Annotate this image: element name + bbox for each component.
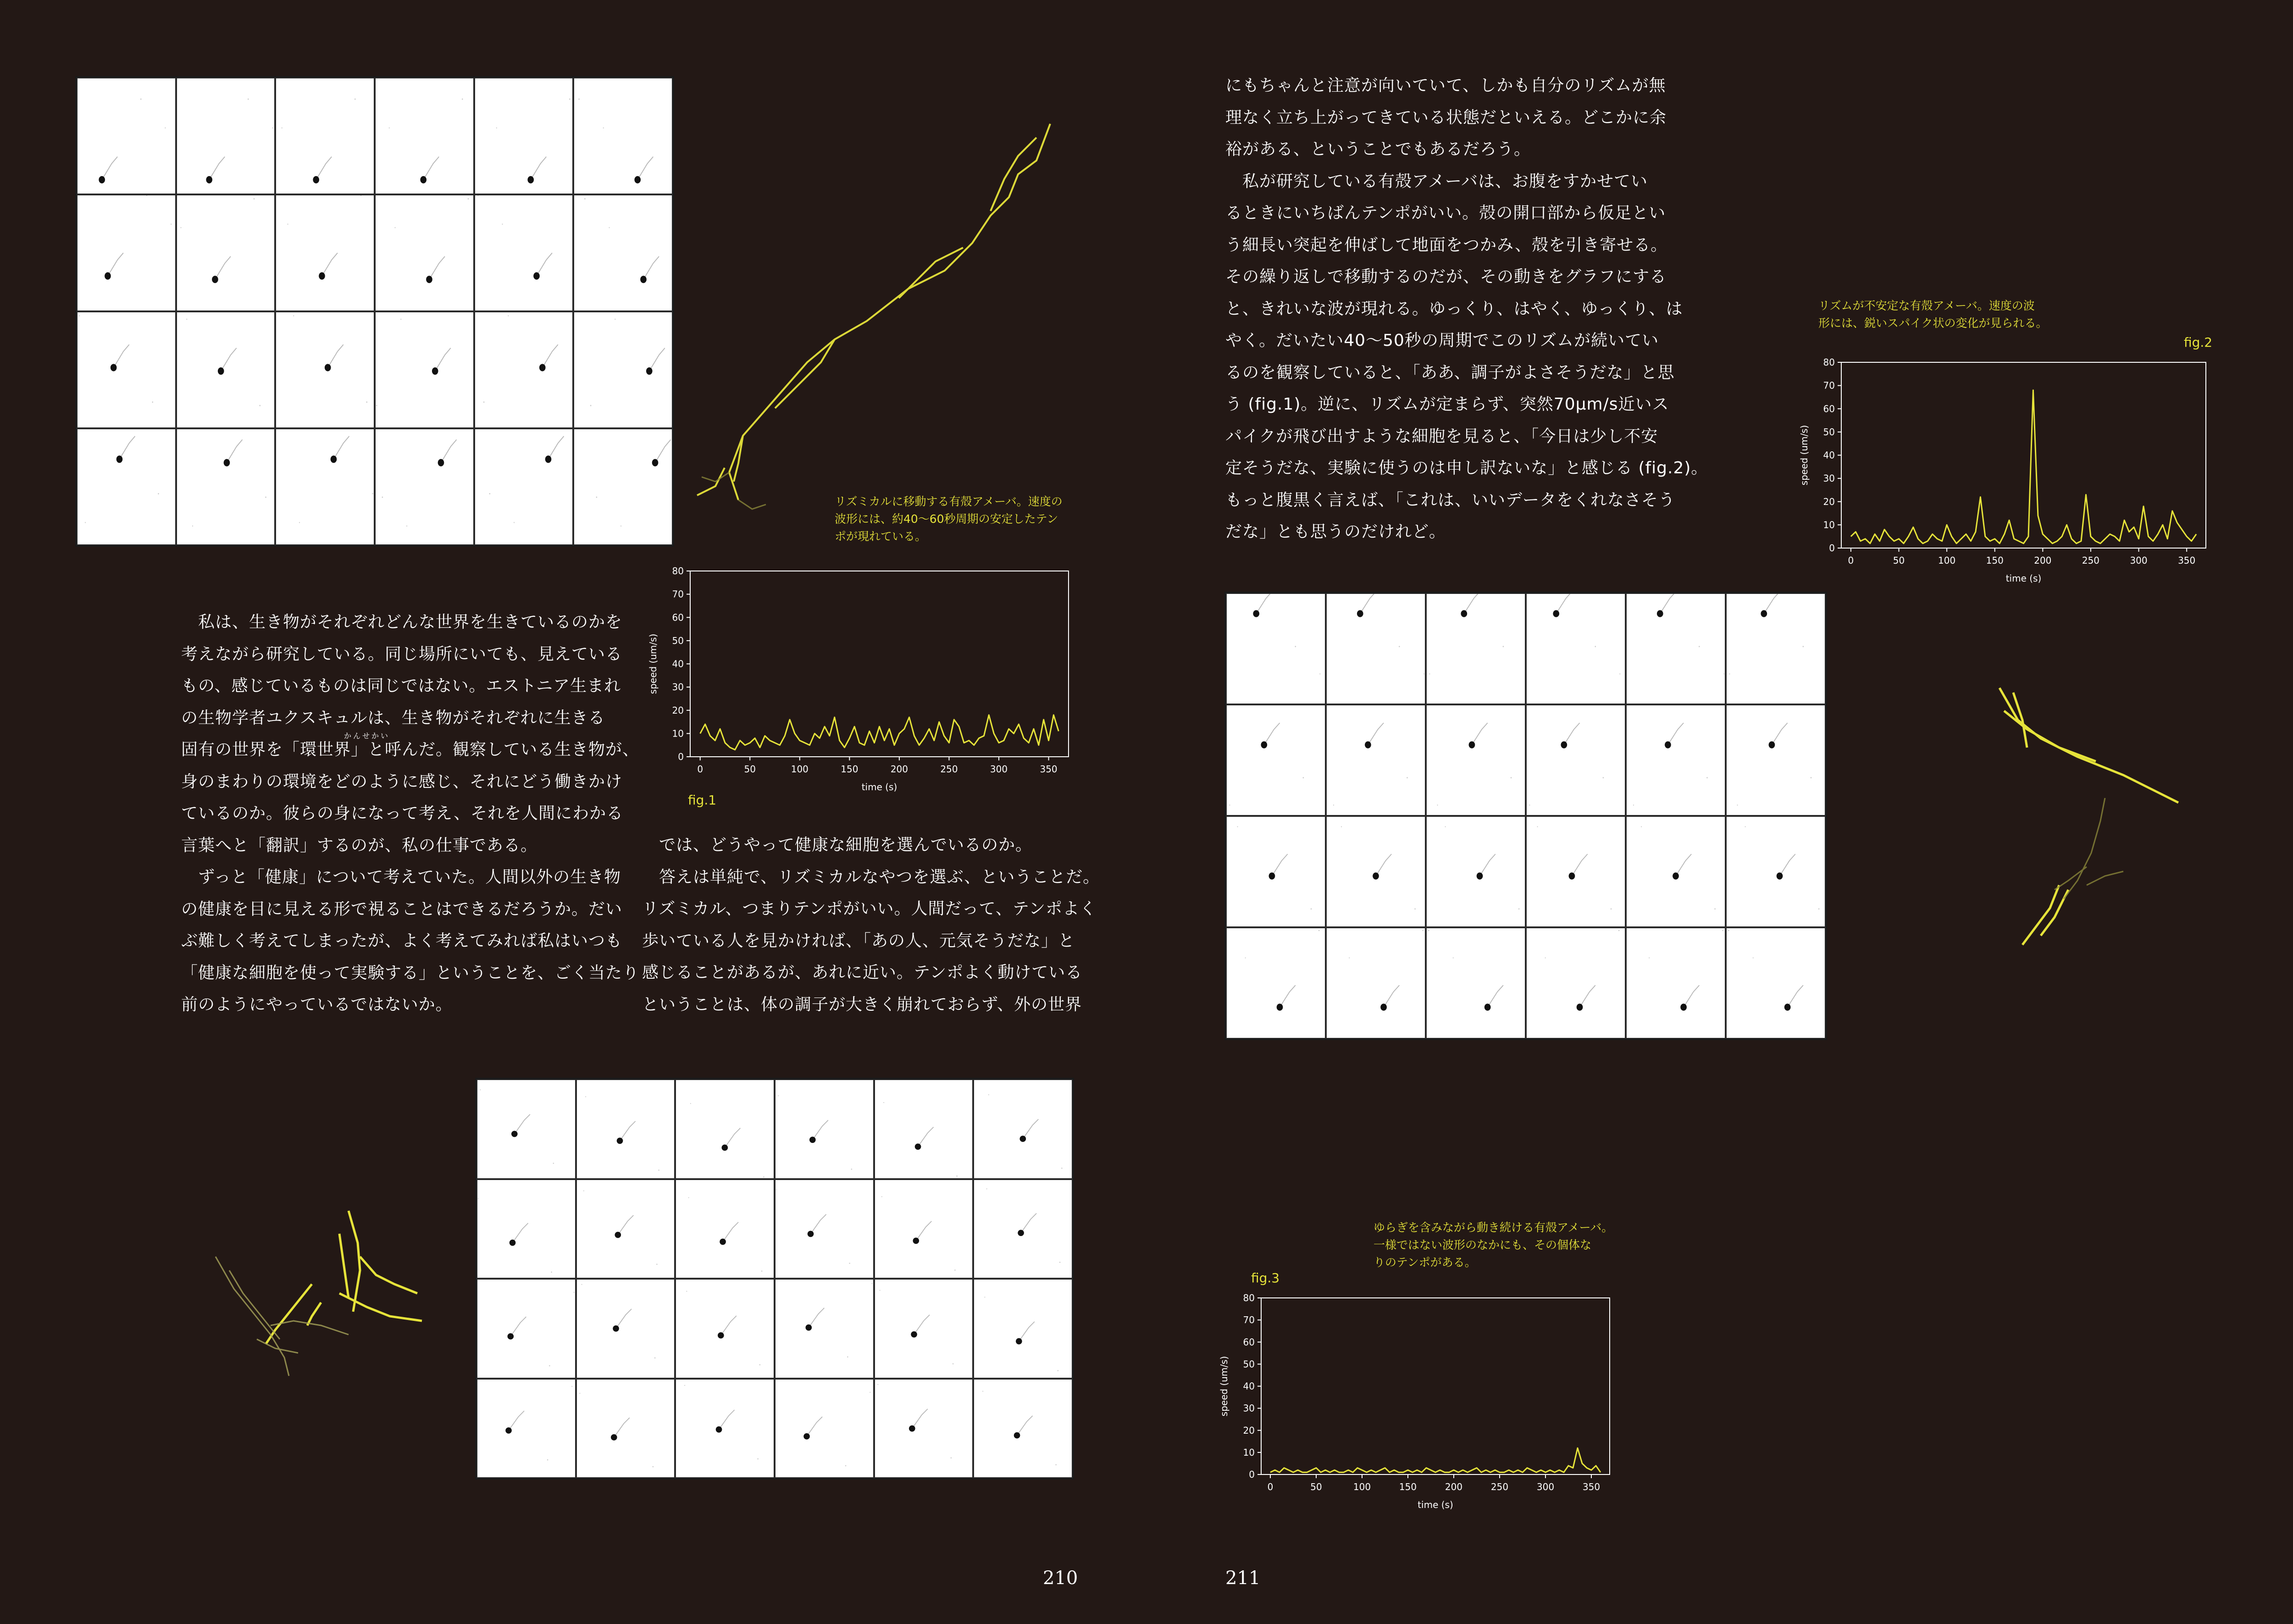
image-frame: [1626, 816, 1726, 927]
fig1-label: fig.1: [688, 793, 717, 808]
x-tick-label: 0: [1267, 1481, 1274, 1492]
x-tick-label: 300: [2130, 555, 2148, 566]
x-tick-label: 150: [1399, 1481, 1417, 1492]
y-tick-label: 40: [1243, 1380, 1255, 1392]
image-frame: [1226, 927, 1326, 1039]
image-frame: [1326, 593, 1426, 704]
x-tick-label: 200: [890, 764, 908, 775]
image-frame: [275, 194, 375, 311]
image-frame: [474, 194, 574, 311]
image-frame: [375, 194, 474, 311]
image-frame: [1426, 816, 1526, 927]
image-frame: [77, 311, 176, 428]
image-frame: [675, 1279, 775, 1379]
image-frame: [573, 311, 673, 428]
image-frame: [77, 78, 176, 194]
y-tick-label: 10: [1823, 519, 1835, 531]
y-tick-label: 10: [1243, 1447, 1255, 1458]
image-grid-right: [1224, 592, 1827, 1040]
ruby-kansekai: かんせかい: [344, 732, 390, 740]
fig3-chart: [1211, 1289, 1623, 1518]
x-axis-label: time (s): [1418, 1499, 1453, 1510]
x-axis-label: time (s): [861, 782, 897, 793]
y-tick-label: 80: [672, 565, 684, 576]
image-frame: [1426, 704, 1526, 816]
image-frame: [275, 311, 375, 428]
left-body-text-2: では、どうやって健康な細胞を選んでいるのか。 答えは単純で、リズミカルなやつを選ぶ、ということだ。 リズミカル、つまりテンポがいい。人間だって、テンポよく 歩いている人を見かければ、「あの人、元気そうだな」と 感じることがあるが、あれに近い。テンポよく動けている ということは、体の調子が大きく崩れておらず、外の世界: [642, 836, 1100, 1014]
y-tick-label: 20: [1823, 496, 1835, 507]
image-frame: [973, 1279, 1073, 1379]
image-frame: [476, 1379, 576, 1479]
image-frame: [1626, 927, 1726, 1039]
page-number-right: 211: [1225, 1568, 1261, 1589]
image-grid-bottom-left: [475, 1078, 1074, 1480]
x-tick-label: 200: [2034, 555, 2052, 566]
image-frame: [476, 1179, 576, 1279]
y-tick-label: 20: [1243, 1424, 1255, 1436]
x-tick-label: 250: [940, 764, 958, 775]
y-tick-label: 30: [1243, 1402, 1255, 1414]
image-frame: [675, 1079, 775, 1179]
image-frame: [973, 1179, 1073, 1279]
image-frame: [476, 1279, 576, 1379]
image-frame: [474, 78, 574, 194]
image-frame: [775, 1079, 874, 1179]
trajectory-trace-2: [202, 1202, 459, 1413]
x-tick-label: 50: [744, 764, 756, 775]
fig2-label: fig.2: [2184, 335, 2213, 350]
y-tick-label: 0: [1829, 543, 1835, 554]
x-tick-label: 250: [1490, 1481, 1509, 1492]
image-frame: [775, 1379, 874, 1479]
y-axis-label: speed (um/s): [1219, 1356, 1230, 1417]
image-frame: [476, 1079, 576, 1179]
image-frame: [375, 311, 474, 428]
x-tick-label: 150: [841, 764, 858, 775]
image-frame: [375, 428, 474, 545]
series-line: [700, 715, 1059, 750]
image-frame: [176, 428, 276, 545]
plot-frame: [1841, 362, 2206, 548]
image-frame: [874, 1379, 974, 1479]
right-body-text: にもちゃんと注意が向いていて、しかも自分のリズムが無 理なく立ち上がってきている状態だといえる。どこかに余 裕がある、ということでもあるだろう。 私が研究している有殻アメーバは、お腹をすかせてい るときにいちばんテンポがいい。殻の開口部から仮足とい う細長い突起を伸ばして地面をつかみ、殻を引き寄せる。 その繰り返しで移動するのだが、その動きをグラフにする と、きれいな波が現れる。ゆっくり、はやく、ゆっくり、は やく。だいたい40〜50秒の周期でこのリズムが続いてい るのを観察していると、「ああ、調子がよさそうだな」と思 う (fig.1)。逆に、リズムが定まらず、突然70μm/s近いス パイクが飛び出すような細胞を見ると、「今日は少し不安 定そうだな、実験に使うのは申し訳ないな」と感じる (fig.2)。 もっと腹黒く言えば、「これは、いいデータをくれなさそう だな」とも思うのだけれど。: [1225, 76, 1708, 541]
y-tick-label: 80: [1823, 357, 1835, 368]
image-frame: [874, 1279, 974, 1379]
image-frame: [176, 78, 276, 194]
image-frame: [973, 1079, 1073, 1179]
x-tick-label: 50: [1310, 1481, 1322, 1492]
image-frame: [675, 1379, 775, 1479]
image-frame: [1526, 927, 1626, 1039]
image-frame: [1226, 593, 1326, 704]
image-frame: [77, 428, 176, 545]
y-axis-label: speed (um/s): [648, 633, 659, 694]
image-frame: [576, 1379, 676, 1479]
trajectory-trace-1: [688, 105, 1073, 518]
image-frame: [176, 311, 276, 428]
image-frame: [1626, 704, 1726, 816]
image-frame: [874, 1079, 974, 1179]
x-tick-label: 300: [990, 764, 1008, 775]
image-frame: [1526, 816, 1626, 927]
y-tick-label: 0: [678, 751, 684, 762]
image-frame: [576, 1079, 676, 1179]
y-tick-label: 30: [1823, 473, 1835, 484]
y-tick-label: 70: [672, 588, 684, 600]
image-frame: [1726, 816, 1826, 927]
y-tick-label: 40: [1823, 449, 1835, 461]
image-frame: [176, 194, 276, 311]
image-frame: [775, 1279, 874, 1379]
fig2-caption: リズムが不安定な有殻アメーバ。速度の波 形には、鋭いスパイク状の変化が見られる。: [1818, 299, 2048, 330]
image-frame: [77, 194, 176, 311]
fig3-label: fig.3: [1251, 1270, 1280, 1286]
fig3-caption: ゆらぎを含みながら動き続ける有殻アメーバ。 一様ではない波形のなかにも、その個体な りのテンポがある。: [1374, 1221, 1613, 1269]
image-frame: [775, 1179, 874, 1279]
image-frame: [474, 428, 574, 545]
image-frame: [576, 1179, 676, 1279]
y-tick-label: 0: [1249, 1469, 1255, 1480]
x-tick-label: 0: [697, 764, 703, 775]
y-tick-label: 50: [1823, 426, 1835, 438]
image-frame: [1326, 816, 1426, 927]
image-frame: [573, 194, 673, 311]
image-frame: [1326, 927, 1426, 1039]
x-tick-label: 0: [1848, 555, 1854, 566]
fig1-caption: リズミカルに移動する有殻アメーバ。速度の 波形には、約40〜60秒周期の安定したテン ポが現れている。: [835, 495, 1063, 543]
image-frame: [1226, 704, 1326, 816]
image-frame: [874, 1179, 974, 1279]
page-number-left: 210: [1043, 1568, 1078, 1589]
image-frame: [576, 1279, 676, 1379]
x-tick-label: 50: [1893, 555, 1905, 566]
image-frame: [1226, 816, 1326, 927]
y-axis-label: speed (um/s): [1799, 425, 1810, 486]
image-frame: [1326, 704, 1426, 816]
image-frame: [1726, 927, 1826, 1039]
y-tick-label: 70: [1243, 1314, 1255, 1326]
image-frame: [675, 1179, 775, 1279]
x-tick-label: 350: [1040, 764, 1058, 775]
image-frame: [1726, 593, 1826, 704]
trajectory-trace-3: [1986, 670, 2197, 963]
x-tick-label: 300: [1536, 1481, 1555, 1492]
fig2-chart: [1791, 353, 2220, 592]
left-body-text: 私は、生き物がそれぞれどんな世界を生きているのかを 考えながら研究している。同じ場所にいても、見えている もの、感じているものは同じではない。エストニア生まれ の生物学者ユクスキュルは、生き物がそれぞれに生きる 固有の世界を「環世界」と呼んだ。観察している生き物が、 身のまわりの環境をどのように感じ、それにどう働きかけ ているのか。彼らの身になって考え、それを人間にわかる 言葉へと「翻訳」するのが、私の仕事である。 ずっと「健康」について考えていた。人間以外の生き物 の健康を目に見える形で視ることはできるだろうか。だい ぶ難しく考えてしまったが、よく考えてみれば私はいつも 「健康な細胞を使って実験する」ということを、ごく当たり 前のようにやっているではないか。: [181, 613, 640, 1014]
series-line: [1270, 1448, 1601, 1472]
image-frame: [275, 78, 375, 194]
y-tick-label: 10: [672, 728, 684, 739]
fig1-chart: [640, 562, 1082, 800]
x-tick-label: 200: [1445, 1481, 1463, 1492]
x-tick-label: 100: [1938, 555, 1956, 566]
y-tick-label: 60: [1243, 1336, 1255, 1348]
x-tick-label: 350: [2178, 555, 2196, 566]
image-grid-top-left: [75, 76, 674, 547]
image-frame: [973, 1379, 1073, 1479]
plot-frame: [1261, 1298, 1610, 1474]
image-frame: [573, 428, 673, 545]
image-frame: [1526, 704, 1626, 816]
x-tick-label: 100: [1353, 1481, 1371, 1492]
image-frame: [1526, 593, 1626, 704]
x-tick-label: 100: [791, 764, 809, 775]
image-frame: [1426, 927, 1526, 1039]
image-frame: [1626, 593, 1726, 704]
image-frame: [573, 78, 673, 194]
y-tick-label: 20: [672, 704, 684, 716]
y-tick-label: 50: [672, 635, 684, 646]
x-tick-label: 150: [1986, 555, 2004, 566]
y-tick-label: 40: [672, 658, 684, 670]
x-tick-label: 250: [2082, 555, 2100, 566]
y-tick-label: 80: [1243, 1292, 1255, 1303]
x-tick-label: 350: [1582, 1481, 1601, 1492]
series-line: [1851, 390, 2196, 543]
y-tick-label: 50: [1243, 1358, 1255, 1370]
image-frame: [1426, 593, 1526, 704]
x-axis-label: time (s): [2005, 573, 2042, 584]
image-frame: [1726, 704, 1826, 816]
y-tick-label: 60: [672, 612, 684, 623]
y-tick-label: 30: [672, 682, 684, 693]
y-tick-label: 70: [1823, 380, 1835, 391]
image-frame: [375, 78, 474, 194]
image-frame: [275, 428, 375, 545]
image-frame: [474, 311, 574, 428]
y-tick-label: 60: [1823, 403, 1835, 415]
